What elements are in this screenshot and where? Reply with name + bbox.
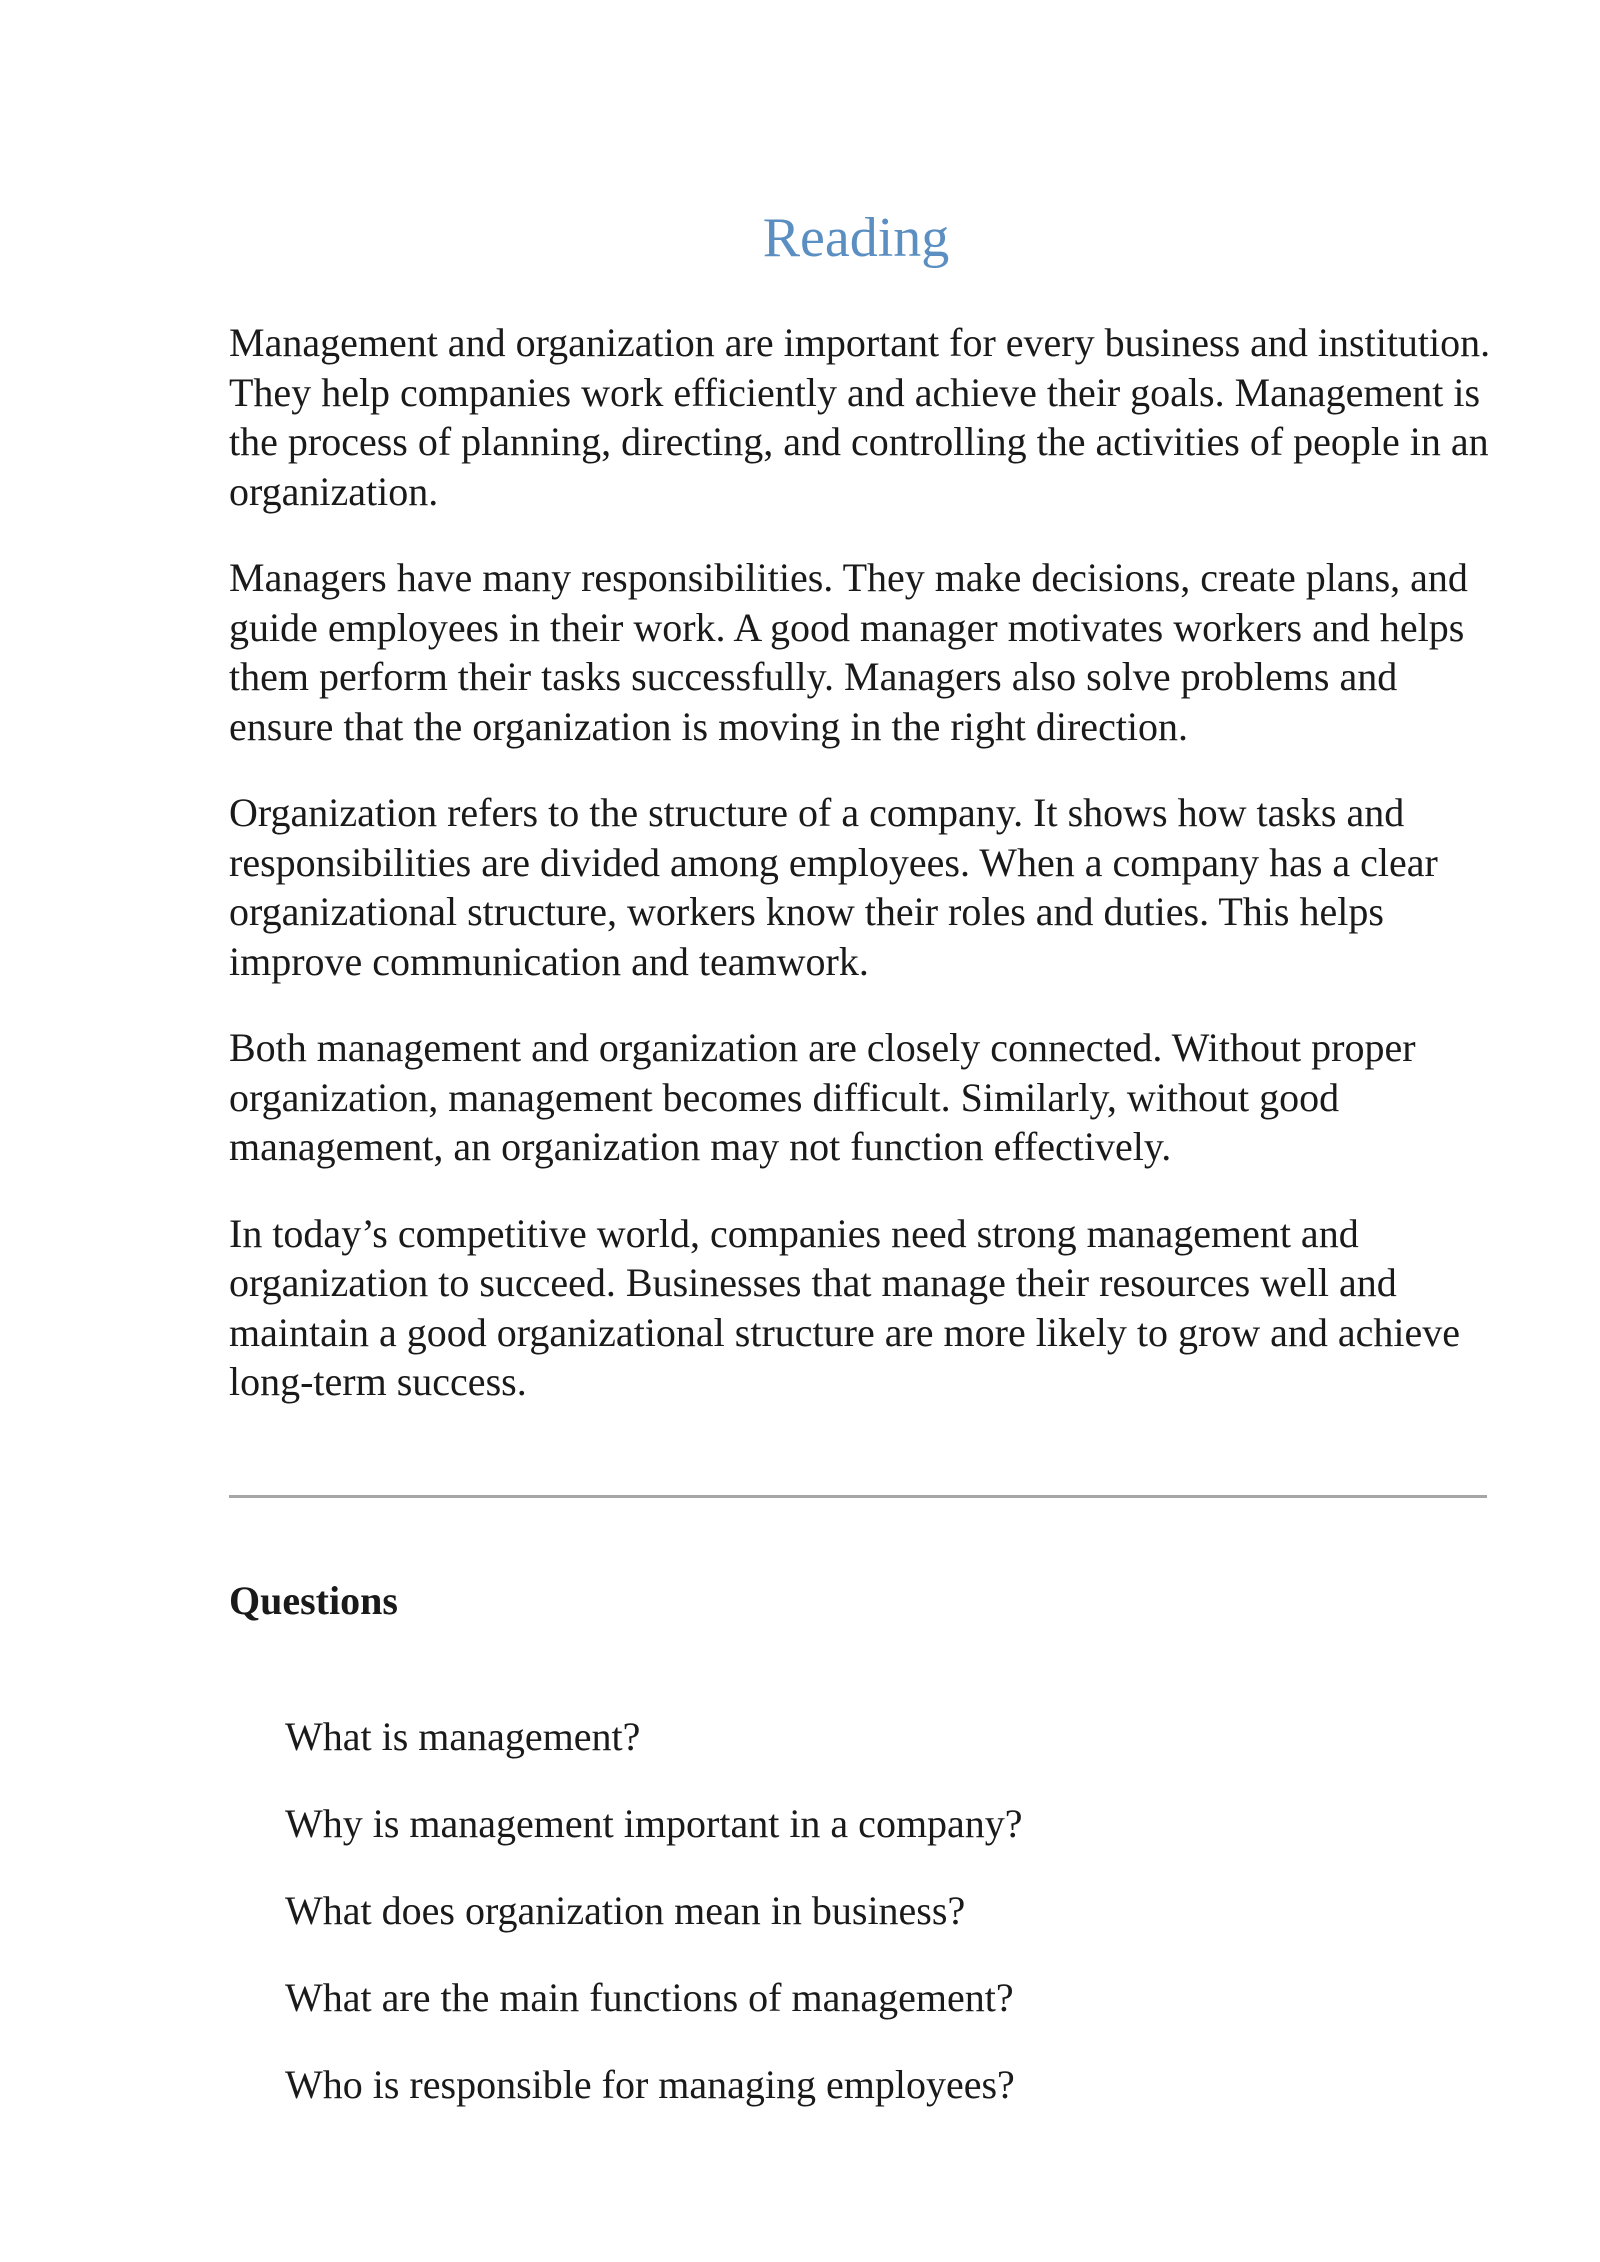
questions-list [285, 1712, 1023, 2147]
reading-text [229, 318, 1491, 1444]
reading-paragraph: In today’s competitive world, companies need strong management and organization to succeed. Businesses that manage their resources well and maintain a good organizational structure are more likely to grow and achieve long-term success. [229, 1210, 1461, 1404]
horizontal-divider [229, 1495, 1487, 1498]
question-item: What are the main functions of management? [285, 1975, 1014, 2020]
question-item: What is management? [285, 1714, 641, 1759]
page-title: Reading [762, 207, 950, 269]
question-item: What does organization mean in business? [285, 1888, 966, 1933]
questions-heading: Questions [229, 1578, 398, 1623]
reading-paragraph: Organization refers to the structure of a company. It shows how tasks and responsibilities are divided among employees. When a company has a clear organizational structure, workers know their roles and duties. This helps improve communication and teamwork. [229, 790, 1438, 984]
question-item: Who is responsible for managing employees? [285, 2062, 1015, 2107]
question-item: Why is management important in a company? [285, 1801, 1023, 1846]
reading-paragraph: Management and organization are important for every business and institution. They help companies work efficiently and achieve their goals. Management is the process of planning, directing, and controlling the activities of people in an organization. [229, 320, 1491, 514]
reading-paragraph: Both management and organization are closely connected. Without proper organization, management becomes difficult. Similarly, without good management, an organization may not function effectively. [229, 1025, 1416, 1169]
reading-paragraph: Managers have many responsibilities. They make decisions, create plans, and guide employees in their work. A good manager motivates workers and helps them perform their tasks successfully. Managers also solve problems and ensure that the organization is moving in the right direction. [229, 555, 1468, 749]
